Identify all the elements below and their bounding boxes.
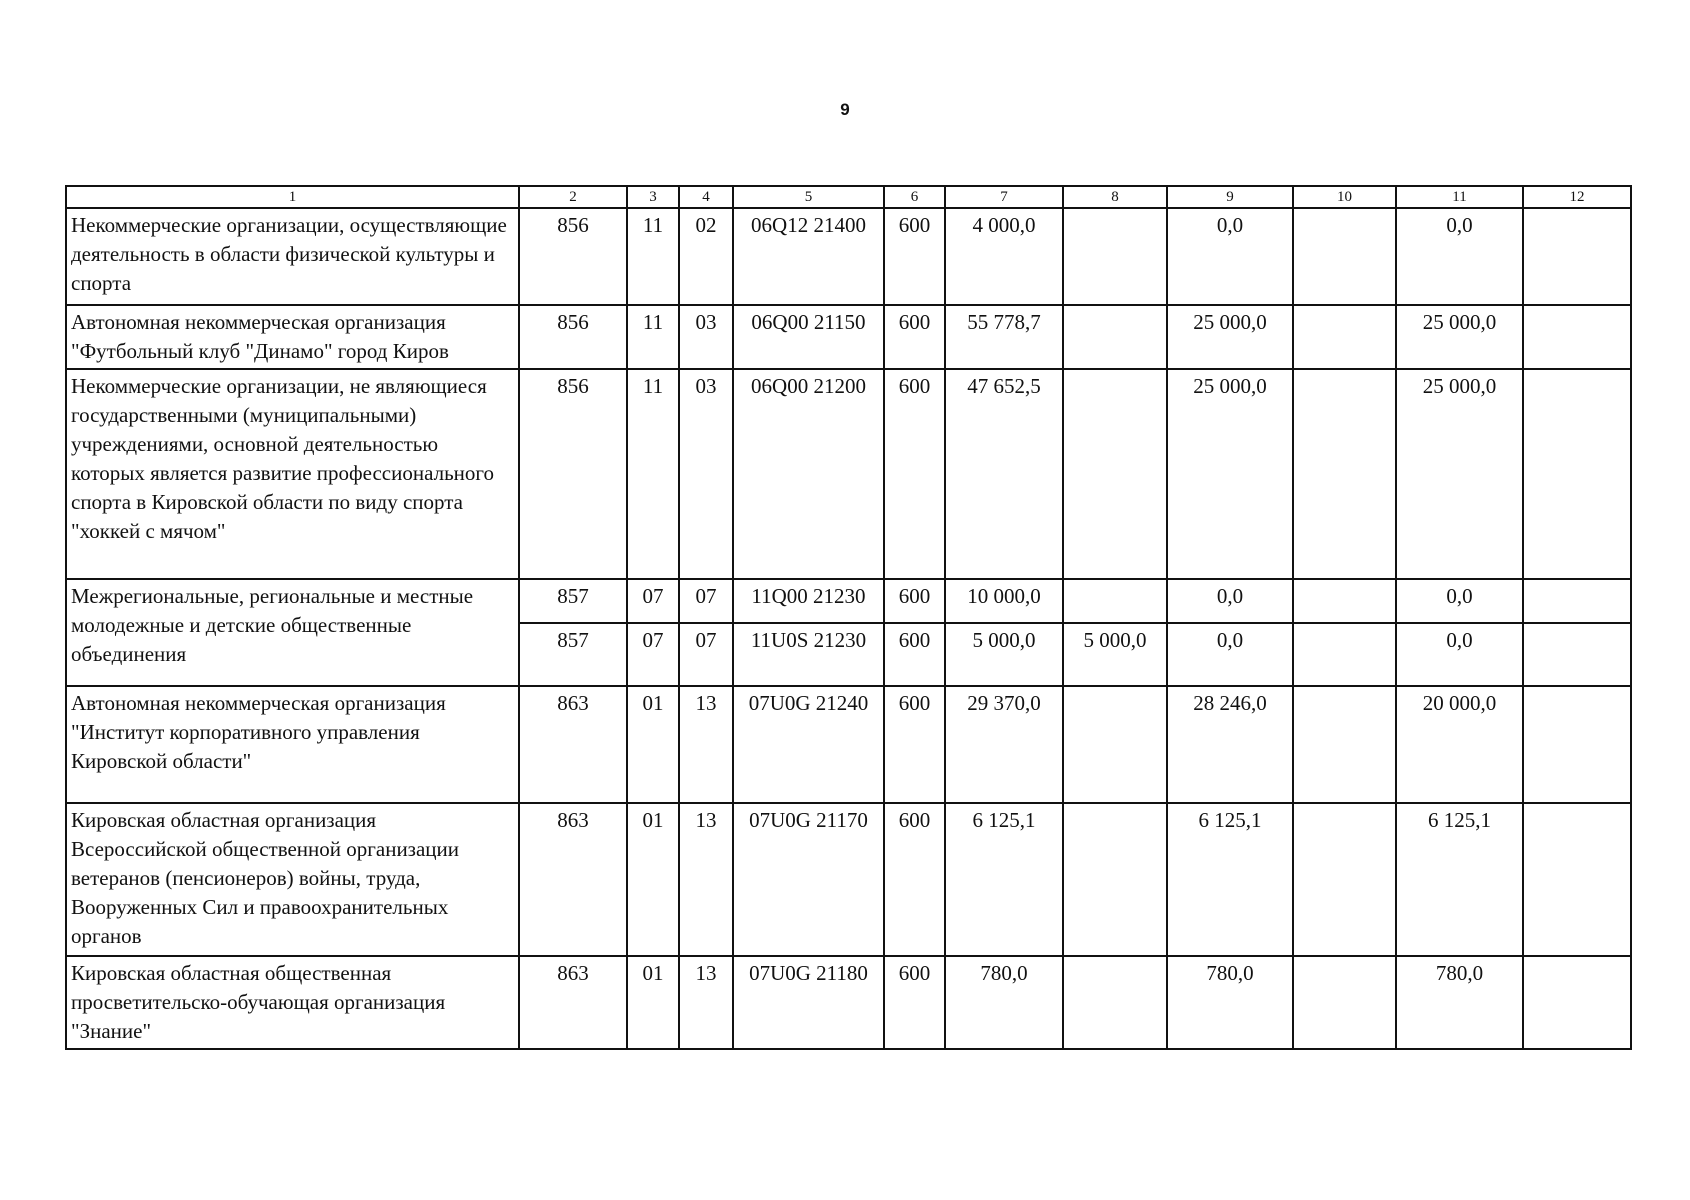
table-row xyxy=(66,803,1631,956)
cell-9: 0,0 xyxy=(1167,623,1293,686)
cell-10 xyxy=(1293,956,1396,1049)
cell-2: 856 xyxy=(519,305,627,369)
cell-6: 600 xyxy=(884,956,945,1049)
cell-12 xyxy=(1523,956,1631,1049)
cell-12 xyxy=(1523,686,1631,803)
cell-11: 25 000,0 xyxy=(1396,305,1523,369)
cell-8 xyxy=(1063,579,1167,623)
page-number: 9 xyxy=(840,100,850,119)
cell-4: 13 xyxy=(679,686,733,803)
table-row xyxy=(66,956,1631,1049)
cell-11: 0,0 xyxy=(1396,579,1523,623)
cell-2: 856 xyxy=(519,369,627,579)
cell-5: 07U0G 21180 xyxy=(733,956,884,1049)
cell-7: 6 125,1 xyxy=(945,803,1063,956)
cell-10 xyxy=(1293,686,1396,803)
cell-5: 06Q00 21200 xyxy=(733,369,884,579)
cell-4: 13 xyxy=(679,803,733,956)
cell-11: 20 000,0 xyxy=(1396,686,1523,803)
cell-9: 780,0 xyxy=(1167,956,1293,1049)
row-name: Некоммерческие организации, не являющиеся государственными (муниципальными) учреждениями, основной деятельностью которых является развитие профессионального спорта в Кировской области по виду спорта "хоккей с мячом" xyxy=(66,369,519,579)
cell-11: 25 000,0 xyxy=(1396,369,1523,579)
cell-4: 07 xyxy=(679,623,733,686)
cell-11: 6 125,1 xyxy=(1396,803,1523,956)
cell-4: 07 xyxy=(679,579,733,623)
cell-2: 863 xyxy=(519,686,627,803)
cell-10 xyxy=(1293,579,1396,623)
cell-12 xyxy=(1523,579,1631,623)
cell-7: 47 652,5 xyxy=(945,369,1063,579)
cell-12 xyxy=(1523,803,1631,956)
column-header-3: 3 xyxy=(627,186,679,208)
cell-4: 03 xyxy=(679,369,733,579)
cell-11: 0,0 xyxy=(1396,623,1523,686)
cell-9: 0,0 xyxy=(1167,208,1293,305)
cell-9: 28 246,0 xyxy=(1167,686,1293,803)
table-row xyxy=(66,686,1631,803)
cell-9: 25 000,0 xyxy=(1167,305,1293,369)
budget-table xyxy=(65,185,1632,1050)
cell-12 xyxy=(1523,305,1631,369)
table-row xyxy=(66,208,1631,305)
cell-3: 01 xyxy=(627,956,679,1049)
cell-4: 02 xyxy=(679,208,733,305)
row-name: Автономная некоммерческая организация "Институт корпоративного управления Кировской области" xyxy=(66,686,519,803)
cell-7: 10 000,0 xyxy=(945,579,1063,623)
cell-7: 5 000,0 xyxy=(945,623,1063,686)
row-name: Некоммерческие организации, осуществляющие деятельность в области физической культуры и спорта xyxy=(66,208,519,305)
cell-2: 857 xyxy=(519,579,627,623)
cell-12 xyxy=(1523,369,1631,579)
cell-10 xyxy=(1293,208,1396,305)
cell-10 xyxy=(1293,305,1396,369)
cell-12 xyxy=(1523,623,1631,686)
cell-11: 0,0 xyxy=(1396,208,1523,305)
column-header-4: 4 xyxy=(679,186,733,208)
column-header-11: 11 xyxy=(1396,186,1523,208)
column-header-8: 8 xyxy=(1063,186,1167,208)
cell-5: 07U0G 21170 xyxy=(733,803,884,956)
cell-6: 600 xyxy=(884,208,945,305)
column-header-7: 7 xyxy=(945,186,1063,208)
cell-4: 13 xyxy=(679,956,733,1049)
column-header-2: 2 xyxy=(519,186,627,208)
cell-6: 600 xyxy=(884,803,945,956)
cell-3: 07 xyxy=(627,579,679,623)
cell-6: 600 xyxy=(884,369,945,579)
cell-10 xyxy=(1293,803,1396,956)
cell-5: 11U0S 21230 xyxy=(733,623,884,686)
table-row xyxy=(66,579,1631,623)
cell-3: 07 xyxy=(627,623,679,686)
column-header-5: 5 xyxy=(733,186,884,208)
cell-8 xyxy=(1063,369,1167,579)
column-header-6: 6 xyxy=(884,186,945,208)
column-header-1: 1 xyxy=(66,186,519,208)
row-name: Кировская областная общественная просветительско-обучающая организация "Знание" xyxy=(66,956,519,1049)
cell-5: 11Q00 21230 xyxy=(733,579,884,623)
cell-7: 780,0 xyxy=(945,956,1063,1049)
cell-3: 11 xyxy=(627,305,679,369)
cell-2: 856 xyxy=(519,208,627,305)
cell-8: 5 000,0 xyxy=(1063,623,1167,686)
column-header-9: 9 xyxy=(1167,186,1293,208)
cell-9: 0,0 xyxy=(1167,579,1293,623)
table-row xyxy=(66,305,1631,369)
cell-10 xyxy=(1293,623,1396,686)
cell-5: 06Q12 21400 xyxy=(733,208,884,305)
table-row xyxy=(66,369,1631,579)
cell-3: 11 xyxy=(627,208,679,305)
row-name: Автономная некоммерческая организация "Футбольный клуб "Динамо" город Киров xyxy=(66,305,519,369)
cell-2: 863 xyxy=(519,956,627,1049)
row-name: Кировская областная организация Всероссийской общественной организации ветеранов (пенсионеров) войны, труда, Вооруженных Сил и правоохранительных органов xyxy=(66,803,519,956)
cell-3: 01 xyxy=(627,686,679,803)
cell-8 xyxy=(1063,305,1167,369)
cell-8 xyxy=(1063,803,1167,956)
cell-9: 6 125,1 xyxy=(1167,803,1293,956)
column-header-10: 10 xyxy=(1293,186,1396,208)
cell-3: 11 xyxy=(627,369,679,579)
cell-6: 600 xyxy=(884,686,945,803)
cell-6: 600 xyxy=(884,623,945,686)
cell-6: 600 xyxy=(884,579,945,623)
header-row xyxy=(66,186,1631,208)
cell-12 xyxy=(1523,208,1631,305)
row-name: Межрегиональные, региональные и местные молодежные и детские общественные объединения xyxy=(66,579,519,686)
cell-6: 600 xyxy=(884,305,945,369)
cell-8 xyxy=(1063,956,1167,1049)
cell-5: 06Q00 21150 xyxy=(733,305,884,369)
cell-7: 29 370,0 xyxy=(945,686,1063,803)
column-header-12: 12 xyxy=(1523,186,1631,208)
cell-4: 03 xyxy=(679,305,733,369)
cell-9: 25 000,0 xyxy=(1167,369,1293,579)
cell-7: 4 000,0 xyxy=(945,208,1063,305)
cell-11: 780,0 xyxy=(1396,956,1523,1049)
cell-3: 01 xyxy=(627,803,679,956)
cell-8 xyxy=(1063,208,1167,305)
cell-5: 07U0G 21240 xyxy=(733,686,884,803)
cell-8 xyxy=(1063,686,1167,803)
cell-10 xyxy=(1293,369,1396,579)
cell-7: 55 778,7 xyxy=(945,305,1063,369)
cell-2: 863 xyxy=(519,803,627,956)
cell-2: 857 xyxy=(519,623,627,686)
